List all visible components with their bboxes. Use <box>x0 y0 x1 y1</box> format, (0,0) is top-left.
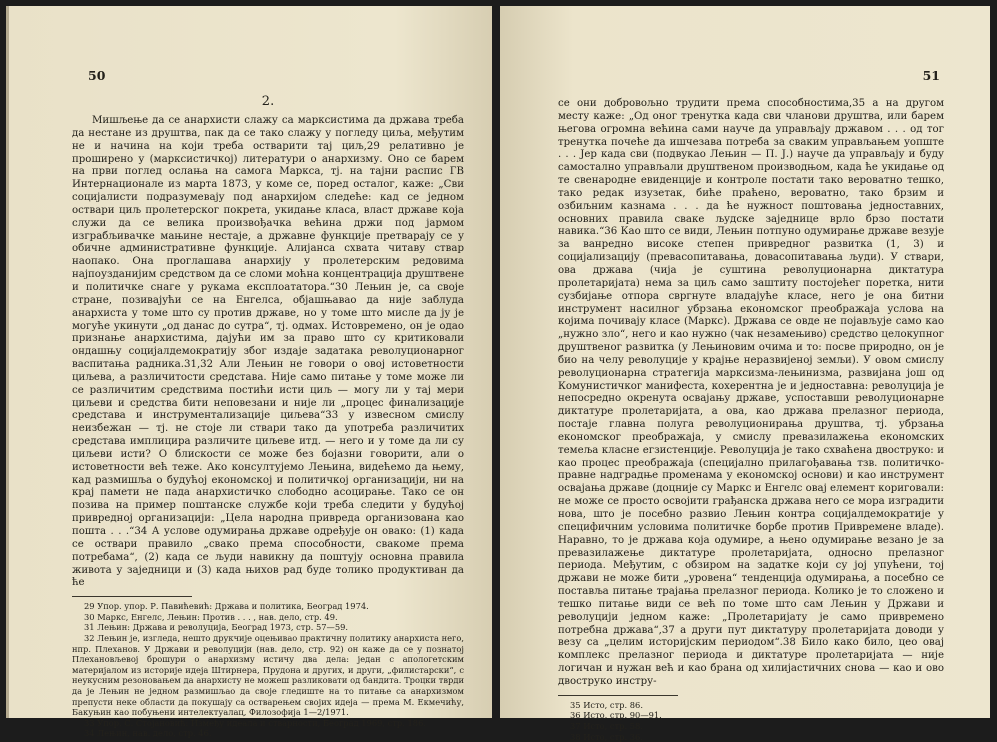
body-text <box>72 115 464 590</box>
paragraph: Мишљење да се анархисти слажу са марксистима да држава треба да нестане из друштва, пак да се тако слажу у погледу циља, међутим не и начина на који треба остварити тај циљ,29 релативно је проширено у (марксистичкој) литератури о анархизму. Оно се барем на први поглед ослања на самога Маркса, тј. на тајни распис ГВ Интернационале из марта 1873, у коме се, поред осталог, каже: „Сви социјалисти подразумевају под анархијом следеће: кад се једном оствари циљ пролетерског покрета, укидање класа, власт државе која служи да се велика произвођачка већина држи под јармом изграбљивачке мањине нестаје, а државне функције претварају се у обичне административне функције. Алијанса схвата читаву ствар наопако. Она проглашава анархију у пролетерским редовима најпоузданијим средством да се сломи моћна концентрација друштвене и политичке снаге у рукама експлоататора.“30 Лењин је, са своје стране, позивајући се на Енгелса, објашњавао да није заблуда анархиста у томе што су против државе, но у томе што мисле да ју је могуће укинути „од данас до сутра“, тј. одмах. Истовремено, он је одао признање анархистима, дајући им за право што су критиковали ондашњу социјалдемократију због издаје задатака револуционарног васпитања радника.31,32 Али Лењин не говори о овој истоветности циљева, а различитости средстава. Није само питање у томе може ли се различитим средствима постићи исти циљ — могу ли у тај мери циљеви и средства бити неповезани и није ли „процес финализације средстава и инструментализације циљева“33 у извесном смислу неизбежан — тј. не стоје ли ствари тако да употреба различитих средстава имплицира различите циљеве итд. — него и у томе да ли су циљеви исти? О блискости се може без бојазни говорити, али о истоветности већ теже. Ако консултујемо Лењина, видећемо да њему, кад размишља о будућој економској и политичкој организацији, ни на крај памети не пада анархистичко слободно асоцирање. Тако се он позива на пример поштанске службе који треба следити у будућој привредној организацији: „Цела народна привреда организована као пошта . . .“34 А услове одумирања државе одређује он овако: (1) када се оствари правило „свако према способности, свакоме према потребама“, (2) када се људи навикну да поштују основна правила живота у заједници и (3) када њихов рад буде толико продуктиван да ће <box>72 115 464 589</box>
footnotes <box>72 601 464 739</box>
page-number: 50 <box>88 68 106 83</box>
footnote: 34 Лењин, нав. дело, стр. 46. <box>84 728 212 739</box>
footnote: 32 Лењин је, изгледа, нешто друкчије оцењивао практичну политику анархиста него, нпр. Плеханов. У Држави и револуцији (нав. дело, стр. 92) он каже да се у познатој Плехановљевој брошури о анархизму истичу два дела: један с апологетским материјалом из историје идеја Штирнера, Прудона и других, и други, „филистарски“, с неукусним резоновањем да анархисту не можеш разликовати од бандита. Троцки тврди да је Лењин не једном размишљао да своје гледиште на то питање са анархизмом препусти неке области да покушају са остварењем својих идеја — према М. Екмечићу, Бакуњин као побуњени интелектуалац, Филозофија 1—2/1971. <box>72 633 464 718</box>
paragraph: се они добровољно трудити према способностима,35 а на другом месту каже: „Од оног тренутка када сви чланови друштва, или барем његова огромна већина сами науче да управљају државом . . . од тог тренутка почеће да ишчезава потреба за сваким управљањем уопште . . . Јер када сви (подвукао Лењин — П. Ј.) науче да управљају и буду самостално управљали друштвеном производњом, када ће укидање од те свенародне евиденције и контроле постати тако вероватно тешко, тако редак изузетак, биће праћено, вероватно, тако брзим и озбиљним казнама . . . да ће нужност поштовања једноставних, основних правила сваке људске заједнице врло брзо постати навика.“36 Као што се види, Лењин потпуно одумирање државе везује за ванредно високе степен привредног развитка (1, 3) и социјализацију (превасопитавања, довасопитавања људи). У ствари, ова држава (чија је суштина револуционарна диктатура пролетаријата) нема за циљ само заштиту постојећег поретка, нити сузбијање отпора свргнуте владајуће класе, него је она битни инструмент насилног убрзања економског преображаја услова на којима почивају класе (Маркс). Држава се овде не појављује само као „нужно зло“, него и као нужно (чак незамењиво) средство целокупног друштвеног развитка (у Лењиновим очима и то: посве природно, он је био на челу револуције у крајње неразвијеној земљи). У овом смислу револуционарна стратегија марксизма-лењинизма, развијана још од Комунистичког манифеста, кохерентна је и једноставна: револуција је непосредно окренута освајању државе, успоставши револуционарне диктатуре пролетаријата, а ова, као држава прелазног периода, постаје главна полуга револуционирања друштва, тј. убрзања економског преображаја, у смислу превазилажења економских темеља класне егзистенције. Револуција је тако схваћена двоструко: и као процес преображаја (специјално прилагођавања тзв. политичко-правне надградње променама у економској основи) и као инструмент освајања државе (доцније су Маркс и Енгелс овај елемент кориговали: не може се просто освојити грађанска држава него се мора изградити нова, што је посебно развио Лењин контра социјалдемократије у специфичним условима политичке борбе против Привремене владе). Наравно, то је држава која одумире, а њено одумирање везано је за превазилажење диктатуре пролетаријата, односно прелазног периода. Међутим, с обзиром на задатке који су јој упућени, тој држави не може бити „уровена“ тенденција одумирања, а посебно се поставља питање трајања прелазног периода. Колико је то сложено и тешко питање види се већ по томе што сам Лењин у Држави и револуцији једном каже: „Пролетаријату је само привремено потребна држава“,37 а други пут диктатуру пролетаријата доводи у везу са „целим историјским периодом“.38 Било како било, цео овај комплекс прелазног периода и диктатуре пролетаријата — није логичан и нужан већ и као брана од хилијастичних снова — као и ово двоструко инстру- <box>558 98 944 687</box>
left-page <box>6 6 492 739</box>
footnote: 38 Исто, стр. 36. <box>570 731 643 742</box>
footnote: 30 Маркс, Енгелс, Лењин: Против . . . , нав. дело, стр. 49. <box>84 611 338 622</box>
footnotes <box>558 700 944 742</box>
page-edge <box>6 6 9 718</box>
page-number: 51 <box>922 68 940 83</box>
footnote: 35 Исто, стр. 86. <box>570 699 643 710</box>
section-heading: 2. <box>261 94 275 109</box>
footnote-divider <box>558 695 678 696</box>
footnote: 31 Лењин: Држава и револуција, Београд 1973, стр. 57—59. <box>84 622 349 633</box>
footnote: 29 Упор. упор. Р. Павићевић: Држава и политика, Београд 1974. <box>84 601 369 612</box>
footnote: 33 Упор. С. Стојановић: Између идеала и стварности, Београд 1969, стр. 186. <box>84 717 426 728</box>
footnote: 37 Исто, стр. 58. <box>570 721 643 731</box>
footnote: 36 Исто, стр. 90—91. <box>570 710 662 721</box>
body-text <box>558 98 944 689</box>
right-page <box>500 6 990 742</box>
footnote-divider <box>72 596 192 597</box>
